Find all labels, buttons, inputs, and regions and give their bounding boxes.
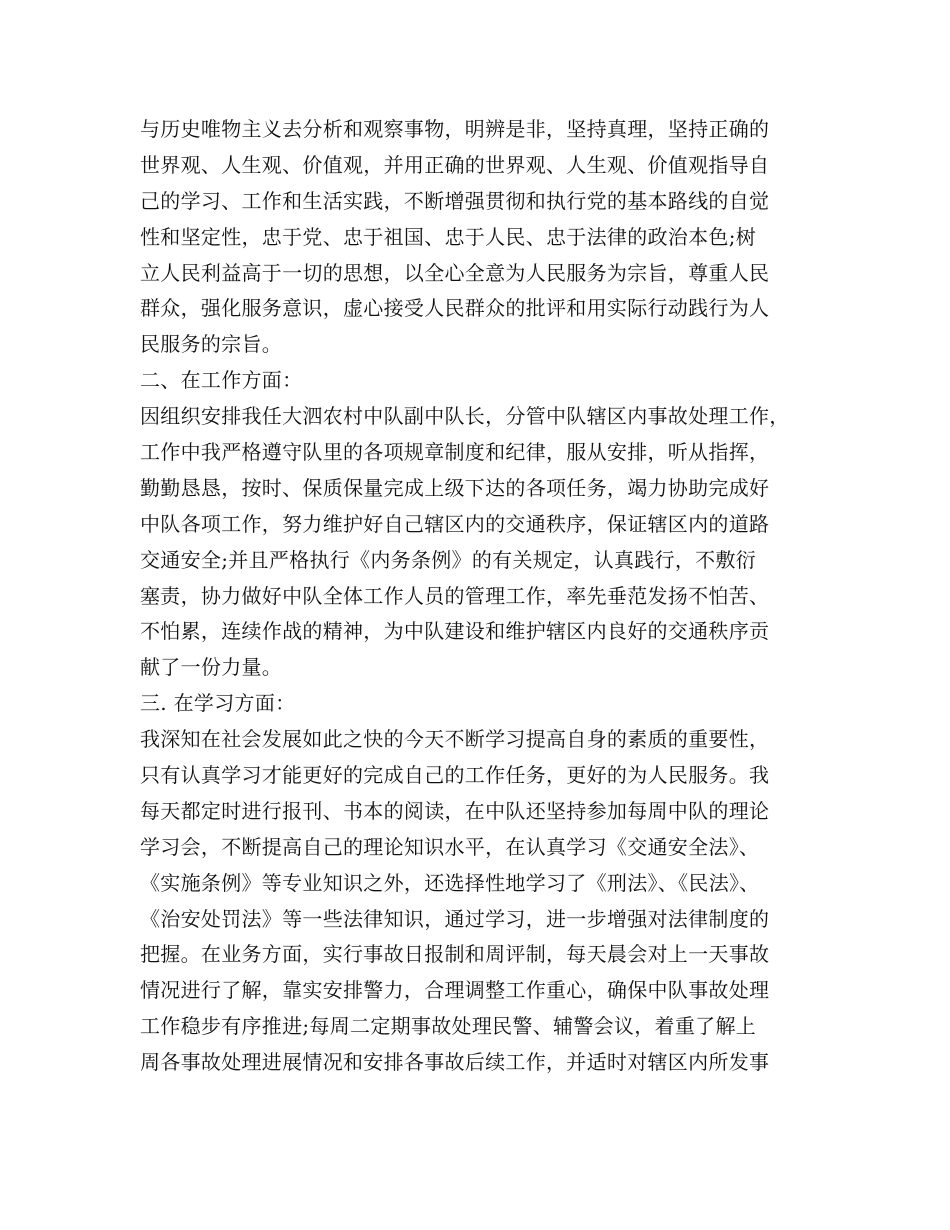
text-line: 学习会，不断提高自己的理论知识水平，在认真学习《交通安全法》、 <box>140 834 760 859</box>
text-line: 因组织安排我任大泗农村中队副中队长，分管中队辖区内事故处理工作， <box>140 404 790 429</box>
text-line: 只有认真学习才能更好的完成自己的工作任务，更好的为人民服务。我 <box>140 763 770 788</box>
text-line: 献了一份力量。 <box>140 655 283 680</box>
text-line: 不怕累，连续作战的精神，为中队建设和维护辖区内良好的交通秩序贡 <box>140 619 770 644</box>
text-line: 世界观、人生观、价值观，并用正确的世界观、人生观、价值观指导自 <box>140 152 770 177</box>
text-line: 工作中我严格遵守队里的各项规章制度和纪律，服从安排，听从指挥， <box>140 440 770 465</box>
section-heading-work: 二、在工作方面： <box>140 368 303 393</box>
text-line: 把握。在业务方面，实行事故日报制和周评制，每天晨会对上一天事故 <box>140 942 770 967</box>
text-line: 情况进行了解，靠实安排警力，合理调整工作重心，确保中队事故处理 <box>140 978 770 1003</box>
text-line: 民服务的宗旨。 <box>140 332 283 357</box>
text-line: 立人民利益高于一切的思想，以全心全意为人民服务为宗旨，尊重人民 <box>140 260 770 285</box>
text-line: 己的学习、工作和生活实践，不断增强贯彻和执行党的基本路线的自觉 <box>140 188 770 213</box>
text-line: 塞责，协力做好中队全体工作人员的管理工作，率先垂范发扬不怕苦、 <box>140 583 770 608</box>
text-line: 性和坚定性，忠于党、忠于祖国、忠于人民、忠于法律的政治本色;树 <box>140 224 757 249</box>
text-line: 勤勤恳恳，按时、保质保量完成上级下达的各项任务，竭力协助完成好 <box>140 475 770 500</box>
text-line: 中队各项工作，努力维护好自己辖区内的交通秩序，保证辖区内的道路 <box>140 511 770 536</box>
text-line: 我深知在社会发展如此之快的今天不断学习提高自身的素质的重要性， <box>140 727 770 752</box>
text-line: 周各事故处理进展情况和安排各事故后续工作，并适时对辖区内所发事 <box>140 1050 770 1075</box>
body-text <box>140 112 830 1081</box>
text-line: 与历史唯物主义去分析和观察事物，明辨是非，坚持真理，坚持正确的 <box>140 117 770 141</box>
text-line: 《治安处罚法》等一些法律知识，通过学习，进一步增强对法律制度的 <box>140 906 770 931</box>
text-line: 群众，强化服务意识，虚心接受人民群众的批评和用实际行动践行为人 <box>140 296 770 321</box>
text-line: 工作稳步有序推进;每周二定期事故处理民警、辅警会议，着重了解上 <box>140 1014 757 1039</box>
section-heading-study: 三. 在学习方面： <box>140 691 296 716</box>
text-line: 《实施条例》等专业知识之外，还选择性地学习了《刑法》、《民法》、 <box>140 870 760 895</box>
text-line: 交通安全;并且严格执行《内务条例》的有关规定，认真践行，不敷衍 <box>140 547 757 572</box>
text-line: 每天都定时进行报刊、书本的阅读，在中队还坚持参加每周中队的理论 <box>140 798 770 823</box>
